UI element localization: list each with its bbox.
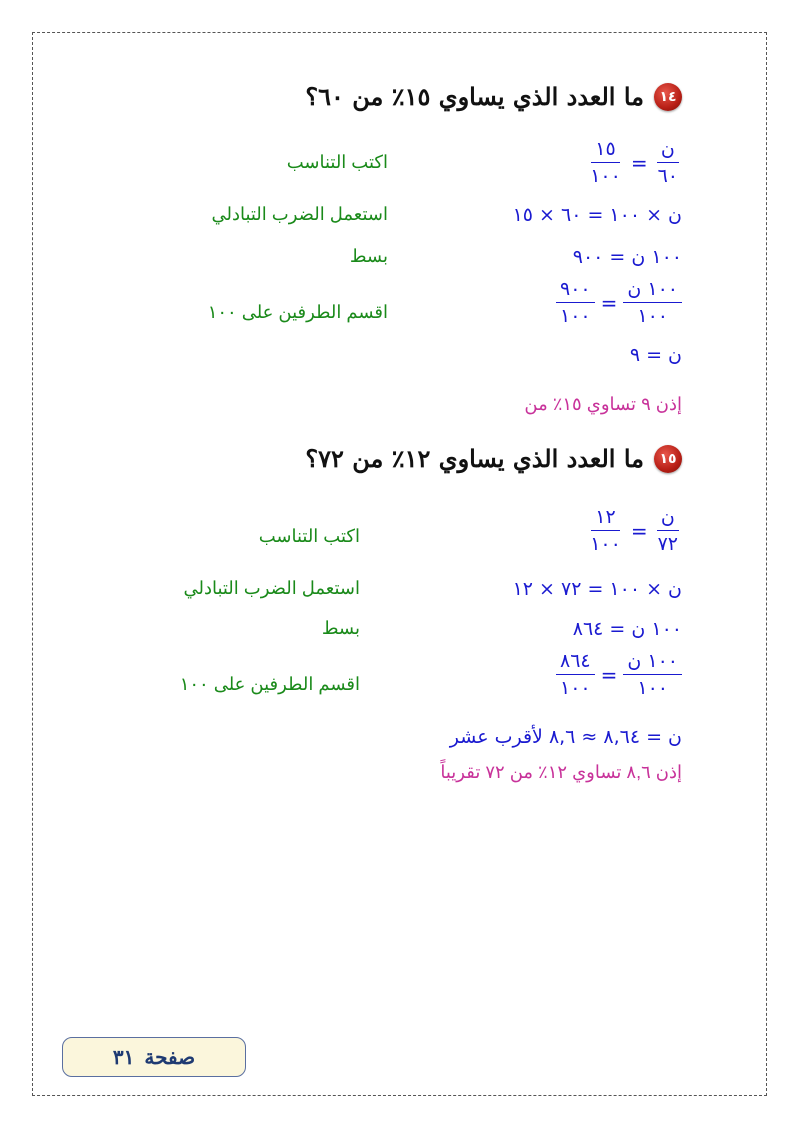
- step-note: استعمل الضرب التبادلي: [183, 578, 360, 598]
- question-text: ما العدد الذي يساوي ١٢٪ من ٧٢؟: [305, 444, 644, 473]
- question-14-heading: [305, 82, 682, 111]
- cross-multiply-equation: ن × ١٠٠ = ٧٢ × ١٢: [512, 578, 682, 600]
- page-label: صفحة: [144, 1045, 196, 1069]
- step-note: اقسم الطرفين على ١٠٠: [207, 302, 388, 322]
- simplify-equation: ١٠٠ ن = ٩٠٠: [572, 246, 682, 268]
- step-note: اكتب التناسب: [258, 526, 360, 546]
- fraction-left: $\frac{\text{١٠٠ ن}}{١٠٠}$: [623, 278, 682, 327]
- step-note: بسط: [349, 246, 388, 266]
- proportion-equation: $\frac{\text{ن}}{٦٠}$ = $\frac{١٥}{١٠٠}$: [586, 138, 682, 187]
- divide-equation: $\frac{\text{١٠٠ ن}}{١٠٠}$ = $\frac{٩٠٠}{١٠٠}$: [556, 278, 682, 327]
- fraction-right: $\frac{٩٠٠}{١٠٠}$: [556, 278, 595, 327]
- fraction-left: $\frac{\text{ن}}{٧٢}$: [657, 506, 678, 555]
- step-note: اقسم الطرفين على ١٠٠: [179, 674, 360, 694]
- divide-equation: $\frac{\text{١٠٠ ن}}{١٠٠}$ = $\frac{٨٦٤}{١٠٠}$: [556, 650, 682, 699]
- question-15-heading: [305, 444, 682, 473]
- question-text: ما العدد الذي يساوي ١٥٪ من ٦٠؟: [305, 82, 644, 111]
- page-number-label: [62, 1037, 246, 1077]
- fraction-right: $\frac{١٢}{١٠٠}$: [590, 506, 621, 555]
- cross-multiply-equation: ن × ١٠٠ = ٦٠ × ١٥: [512, 204, 682, 226]
- fraction-right: $\frac{١٥}{١٠٠}$: [590, 138, 621, 187]
- result-equation: ن = ٨,٦٤ ≈ ٨,٦ لأقرب عشر: [449, 726, 682, 748]
- result-equation: ن = ٩: [629, 344, 682, 366]
- question-number-badge: ١٤: [654, 83, 682, 111]
- simplify-equation: ١٠٠ ن = ٨٦٤: [572, 618, 682, 640]
- fraction-left: $\frac{\text{ن}}{٦٠}$: [657, 138, 678, 187]
- question-number-badge: ١٥: [654, 445, 682, 473]
- proportion-equation: $\frac{\text{ن}}{٧٢}$ = $\frac{١٢}{١٠٠}$: [586, 506, 682, 555]
- fraction-left: $\frac{\text{١٠٠ ن}}{١٠٠}$: [623, 650, 682, 699]
- step-note: استعمل الضرب التبادلي: [211, 204, 388, 224]
- page-number: ٣١: [112, 1045, 135, 1069]
- conclusion: إذن ٩ تساوي ١٥٪ من: [524, 394, 682, 414]
- step-note: بسط: [321, 618, 360, 638]
- page-border: [32, 32, 767, 1096]
- conclusion: إذن ٨,٦ تساوي ١٢٪ من ٧٢ تقريباً: [440, 762, 682, 782]
- fraction-right: $\frac{٨٦٤}{١٠٠}$: [556, 650, 595, 699]
- step-note: اكتب التناسب: [286, 152, 388, 172]
